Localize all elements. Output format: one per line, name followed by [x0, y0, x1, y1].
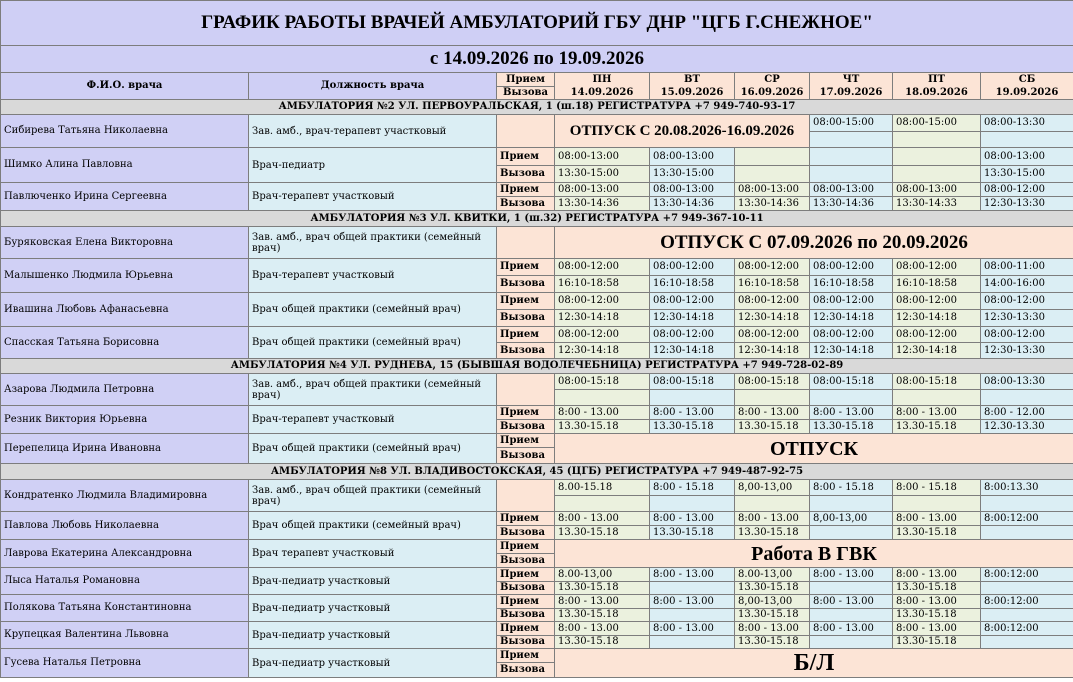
- schedule-cell: [810, 609, 893, 622]
- schedule-cell: 16:10-18:58: [555, 276, 650, 293]
- doctor-position: Врач терапевт участковый: [249, 540, 497, 568]
- status-overlay: Работа В ГВК: [555, 540, 1073, 568]
- schedule-cell: [650, 582, 735, 595]
- schedule-cell: 8:00 - 13.00: [555, 512, 650, 526]
- schedule-cell: 08:00-15:18: [810, 374, 893, 390]
- schedule-cell: 08:00-12:00: [555, 293, 650, 310]
- schedule-cell: 8:00 - 13.00: [650, 622, 735, 636]
- schedule-cell: 8:00 - 13.00: [555, 406, 650, 420]
- schedule-cell: 13.30-15.18: [735, 526, 810, 540]
- header-vyzova: Вызова: [497, 87, 555, 100]
- schedule-cell: 8:00 - 13.00: [555, 595, 650, 609]
- day-date-wed: 16.09.2026: [735, 87, 810, 100]
- schedule-cell: [735, 166, 810, 183]
- schedule-cell: 13.30-15.18: [555, 582, 650, 595]
- schedule-cell: 08:00-15:00: [810, 115, 893, 132]
- priem-label: Прием: [497, 293, 555, 310]
- schedule-cell: [650, 496, 735, 512]
- schedule-cell: 8,00-13,00: [810, 512, 893, 526]
- status-overlay: Б/Л: [555, 649, 1073, 678]
- schedule-cell: 8:00 - 13.00: [650, 512, 735, 526]
- schedule-cell: 12:30-13:30: [981, 343, 1073, 359]
- vyzova-label: Вызова: [497, 343, 555, 359]
- schedule-cell: 16:10-18:58: [650, 276, 735, 293]
- day-name-thu: ЧТ: [810, 73, 893, 87]
- schedule-cell: 13:30-15:00: [981, 166, 1073, 183]
- schedule-cell: [893, 496, 981, 512]
- schedule-cell: 08:00-13:00: [555, 183, 650, 197]
- doctor-name: Крупецкая Валентина Львовна: [1, 622, 249, 649]
- vyzova-label: Вызова: [497, 582, 555, 595]
- schedule-cell: 13.30-15.18: [735, 582, 810, 595]
- header-position: Должность врача: [249, 73, 497, 100]
- doctor-name: Малышенко Людмила Юрьевна: [1, 259, 249, 293]
- schedule-cell: 8:00:13.30: [981, 480, 1073, 496]
- label-empty: [497, 374, 555, 406]
- doctor-position: Зав. амб., врач общей практики (семейный врач): [249, 374, 497, 406]
- schedule-cell: 08:00-13:00: [810, 183, 893, 197]
- schedule-cell: 08:00-12:00: [810, 259, 893, 276]
- schedule-cell: 08:00-12:00: [981, 183, 1073, 197]
- day-date-tue: 15.09.2026: [650, 87, 735, 100]
- table-row: [1, 148, 1073, 166]
- schedule-cell: 8:00 - 13.00: [893, 595, 981, 609]
- schedule-cell: 8:00:12:00: [981, 568, 1073, 582]
- schedule-cell: 8:00 - 13.00: [650, 406, 735, 420]
- doctor-position: Зав. амб., врач общей практики (семейный врач): [249, 480, 497, 512]
- schedule-cell: 13.30-15.18: [893, 420, 981, 434]
- status-overlay: ОТПУСК С 07.09.2026 по 20.09.2026: [555, 227, 1073, 259]
- schedule-cell: 08:00-13:00: [650, 148, 735, 166]
- schedule-cell: 08:00-12:00: [981, 327, 1073, 343]
- table-row: [1, 293, 1073, 310]
- doctor-name: Буряковская Елена Викторовна: [1, 227, 249, 259]
- vyzova-label: Вызова: [497, 420, 555, 434]
- day-name-sat: СБ: [981, 73, 1073, 87]
- schedule-cell: 8,00-13,00: [735, 595, 810, 609]
- schedule-cell: 8:00:12:00: [981, 622, 1073, 636]
- priem-label: Прием: [497, 512, 555, 526]
- schedule-cell: 8:00 - 13.00: [810, 406, 893, 420]
- doctor-name: Лаврова Екатерина Александровна: [1, 540, 249, 568]
- schedule-cell: 8:00 - 13.00: [893, 622, 981, 636]
- schedule-cell: 08:00-11:00: [981, 259, 1073, 276]
- schedule-cell: 08:00-12:00: [555, 259, 650, 276]
- schedule-cell: 13:30-15:00: [650, 166, 735, 183]
- schedule-cell: 12:30-14:18: [810, 310, 893, 327]
- schedule-cell: 8.00-15.18: [555, 480, 650, 496]
- priem-label: Прием: [497, 595, 555, 609]
- schedule-cell: [555, 496, 650, 512]
- schedule-cell: 8:00 - 15.18: [893, 480, 981, 496]
- schedule-cell: [981, 582, 1073, 595]
- schedule-cell: 8:00 - 13.00: [650, 595, 735, 609]
- doctor-name: Павлова Любовь Николаевна: [1, 512, 249, 540]
- section-title: АМБУЛАТОРИЯ №2 УЛ. ПЕРВОУРАЛЬСКАЯ, 1 (ш.18) РЕГИСТРАТУРА +7 949-740-93-17: [1, 100, 1073, 115]
- schedule-cell: 12:30-14:18: [893, 343, 981, 359]
- vyzova-label: Вызова: [497, 310, 555, 327]
- table-row: [1, 259, 1073, 276]
- schedule-cell: 13.30-15.18: [810, 420, 893, 434]
- day-name-wed: СР: [735, 73, 810, 87]
- doctor-position: Врач-терапевт участковый: [249, 183, 497, 211]
- schedule-cell: [981, 526, 1073, 540]
- schedule-cell: 13.30-15.18: [650, 526, 735, 540]
- priem-label: Прием: [497, 434, 555, 448]
- doctor-position: Врач-педиатр: [249, 148, 497, 183]
- schedule-cell: 13:30-15:00: [555, 166, 650, 183]
- schedule-cell: 8:00 - 13.00: [735, 406, 810, 420]
- schedule-cell: 8:00 - 13.00: [810, 595, 893, 609]
- vyzova-label: Вызова: [497, 526, 555, 540]
- schedule-cell: 08:00-13:00: [555, 148, 650, 166]
- day-name-fri: ПТ: [893, 73, 981, 87]
- vyzova-label: Вызова: [497, 663, 555, 678]
- schedule-cell: 13:30-14:36: [735, 197, 810, 211]
- schedule-cell: 13.30-15.18: [893, 526, 981, 540]
- schedule-cell: [893, 166, 981, 183]
- schedule-cell: 16:10-18:58: [735, 276, 810, 293]
- schedule-cell: 08:00-15:00: [893, 115, 981, 132]
- doctor-position: Врач-педиатр участковый: [249, 595, 497, 622]
- schedule-cell: 13:30-14:36: [555, 197, 650, 211]
- schedule-cell: 08:00-12:00: [650, 327, 735, 343]
- schedule-cell: 8:00 - 13.00: [893, 406, 981, 420]
- schedule-cell: 8:00 - 15.18: [810, 480, 893, 496]
- schedule-cell: [981, 496, 1073, 512]
- priem-label: Прием: [497, 148, 555, 166]
- day-name-mon: ПН: [555, 73, 650, 87]
- schedule-cell: 13.30-15.18: [650, 420, 735, 434]
- schedule-cell: 8:00:12:00: [981, 512, 1073, 526]
- day-date-thu: 17.09.2026: [810, 87, 893, 100]
- doctor-name: Шимко Алина Павловна: [1, 148, 249, 183]
- schedule-cell: [981, 390, 1073, 406]
- section-title: АМБУЛАТОРИЯ №3 УЛ. КВИТКИ, 1 (ш.32) РЕГИСТРАТУРА +7 949-367-10-11: [1, 211, 1073, 227]
- schedule-cell: 13:30-14:36: [650, 197, 735, 211]
- status-overlay: ОТПУСК С 20.08.2026-16.09.2026: [555, 115, 810, 148]
- schedule-cell: 13.30-15.18: [735, 609, 810, 622]
- schedule-cell: 13.30-15.18: [735, 636, 810, 649]
- table-row: [1, 622, 1073, 636]
- day-date-sat: 19.09.2026: [981, 87, 1073, 100]
- schedule-cell: [650, 609, 735, 622]
- schedule-cell: 13.30-15.18: [555, 420, 650, 434]
- doctor-position: Врач общей практики (семейный врач): [249, 327, 497, 359]
- schedule-cell: 08:00-12:00: [810, 293, 893, 310]
- table-row: [1, 406, 1073, 420]
- priem-label: Прием: [497, 540, 555, 554]
- schedule-cell: [810, 132, 893, 148]
- schedule-cell: [981, 132, 1073, 148]
- schedule-cell: 8:00 - 13.00: [893, 512, 981, 526]
- doctor-name: Кондратенко Людмила Владимировна: [1, 480, 249, 512]
- schedule-cell: 08:00-12:00: [735, 293, 810, 310]
- doctor-name: Гусева Наталья Петровна: [1, 649, 249, 678]
- schedule-cell: 12:30-14:18: [810, 343, 893, 359]
- header-priem: Прием: [497, 73, 555, 87]
- schedule-cell: [810, 526, 893, 540]
- schedule-cell: 12:30-14:18: [735, 310, 810, 327]
- schedule-cell: 8:00 - 13.00: [893, 568, 981, 582]
- schedule-cell: 08:00-13:00: [893, 183, 981, 197]
- schedule-cell: 08:00-12:00: [810, 327, 893, 343]
- label-empty: [497, 480, 555, 512]
- header-name: Ф.И.О. врача: [1, 73, 249, 100]
- doctor-name: Резник Виктория Юрьевна: [1, 406, 249, 434]
- schedule-cell: 08:00-12:00: [893, 293, 981, 310]
- doctor-name: Перепелица Ирина Ивановна: [1, 434, 249, 464]
- table-row: [1, 595, 1073, 609]
- doctor-position: Зав. амб., врач-терапевт участковый: [249, 115, 497, 148]
- day-date-mon: 14.09.2026: [555, 87, 650, 100]
- priem-label: Прием: [497, 259, 555, 276]
- doctor-name: Полякова Татьяна Константиновна: [1, 595, 249, 622]
- priem-label: Прием: [497, 568, 555, 582]
- doctor-position: Врач-педиатр участковый: [249, 622, 497, 649]
- schedule-cell: 08:00-13:30: [981, 115, 1073, 132]
- schedule-cell: 8:00:12:00: [981, 595, 1073, 609]
- table-row: [1, 374, 1073, 390]
- schedule-cell: 13.30-15.18: [893, 582, 981, 595]
- schedule-cell: 16:10-18:58: [893, 276, 981, 293]
- priem-label: Прием: [497, 622, 555, 636]
- doctor-name: Спасская Татьяна Борисовна: [1, 327, 249, 359]
- section-title: АМБУЛАТОРИЯ №8 УЛ. ВЛАДИВОСТОКСКАЯ, 45 (ЦГБ) РЕГИСТРАТУРА +7 949-487-92-75: [1, 464, 1073, 480]
- table-row: [1, 327, 1073, 343]
- table-row: [1, 649, 1073, 663]
- table-row: [1, 540, 1073, 554]
- schedule-cell: 12.30-13.30: [981, 420, 1073, 434]
- day-name-tue: ВТ: [650, 73, 735, 87]
- vyzova-label: Вызова: [497, 554, 555, 568]
- schedule-cell: 12:30-14:18: [555, 310, 650, 327]
- schedule-cell: [981, 609, 1073, 622]
- schedule-cell: 8:00 - 13.00: [810, 622, 893, 636]
- schedule-cell: 8.00-13,00: [555, 568, 650, 582]
- schedule-cell: 08:00-13:00: [981, 148, 1073, 166]
- schedule-cell: 13:30-14:33: [893, 197, 981, 211]
- schedule-cell: 08:00-12:00: [650, 259, 735, 276]
- schedule-cell: 12:30-14:18: [555, 343, 650, 359]
- schedule-cell: 12:30-13:30: [981, 310, 1073, 327]
- doctor-position: Врач общей практики (семейный врач): [249, 512, 497, 540]
- schedule-cell: 8:00 - 15.18: [650, 480, 735, 496]
- schedule-cell: 08:00-12:00: [893, 259, 981, 276]
- schedule-cell: 08:00-15:18: [650, 374, 735, 390]
- schedule-cell: 8:00 - 13.00: [555, 622, 650, 636]
- schedule-cell: 8:00 - 13.00: [735, 512, 810, 526]
- day-date-fri: 18.09.2026: [893, 87, 981, 100]
- label-empty: [497, 115, 555, 148]
- schedule-cell: 08:00-15:18: [735, 374, 810, 390]
- table-row: [1, 568, 1073, 582]
- schedule-cell: 08:00-13:00: [735, 183, 810, 197]
- label-empty: [497, 227, 555, 259]
- doctor-name: Павлюченко Ирина Сергеевна: [1, 183, 249, 211]
- schedule-cell: 8:00 - 12.00: [981, 406, 1073, 420]
- vyzova-label: Вызова: [497, 276, 555, 293]
- schedule-cell: 13.30-15.18: [735, 420, 810, 434]
- vyzova-label: Вызова: [497, 197, 555, 211]
- schedule-cell: 8:00 - 13.00: [810, 568, 893, 582]
- priem-label: Прием: [497, 183, 555, 197]
- schedule-cell: [735, 496, 810, 512]
- schedule-cell: 08:00-12:00: [735, 327, 810, 343]
- doctor-name: Лыса Наталья Романовна: [1, 568, 249, 595]
- table-row: [1, 183, 1073, 197]
- doctor-position: Врач-терапевт участковый: [249, 259, 497, 293]
- schedule-cell: 12:30-14:18: [893, 310, 981, 327]
- schedule-cell: 13.30-15.18: [893, 609, 981, 622]
- schedule-cell: 14:00-16:00: [981, 276, 1073, 293]
- schedule-cell: 13.30-15.18: [555, 609, 650, 622]
- schedule-cell: 13:30-14:36: [810, 197, 893, 211]
- schedule-cell: 8:00 - 13.00: [735, 622, 810, 636]
- vyzova-label: Вызова: [497, 448, 555, 464]
- schedule-cell: 08:00-15:18: [555, 374, 650, 390]
- table-row: [1, 512, 1073, 526]
- schedule-cell: 08:00-13:30: [981, 374, 1073, 390]
- page-title: ГРАФИК РАБОТЫ ВРАЧЕЙ АМБУЛАТОРИЙ ГБУ ДНР "ЦГБ Г.СНЕЖНОЕ": [1, 1, 1073, 46]
- schedule-cell: 8.00-13,00: [735, 568, 810, 582]
- doctor-position: Зав. амб., врач общей практики (семейный врач): [249, 227, 497, 259]
- schedule-cell: [810, 390, 893, 406]
- schedule-cell: 08:00-12:00: [650, 293, 735, 310]
- priem-label: Прием: [497, 327, 555, 343]
- doctor-position: Врач общей практики (семейный врач): [249, 293, 497, 327]
- schedule-cell: [810, 148, 893, 166]
- table-row: [1, 115, 1073, 132]
- schedule-cell: [981, 636, 1073, 649]
- schedule-cell: [810, 166, 893, 183]
- schedule-cell: 08:00-13:00: [650, 183, 735, 197]
- schedule-cell: 08:00-15:18: [893, 374, 981, 390]
- schedule-cell: [893, 148, 981, 166]
- schedule-cell: 13.30-15.18: [893, 636, 981, 649]
- schedule-cell: 13.30-15.18: [555, 636, 650, 649]
- doctor-name: Азарова Людмила Петровна: [1, 374, 249, 406]
- schedule-cell: [555, 390, 650, 406]
- period-range: с 14.09.2026 по 19.09.2026: [1, 46, 1073, 73]
- schedule-cell: 08:00-12:00: [555, 327, 650, 343]
- doctor-position: Врач-педиатр участковый: [249, 649, 497, 678]
- schedule-cell: 12:30-14:18: [650, 343, 735, 359]
- doctor-position: Врач-педиатр участковый: [249, 568, 497, 595]
- schedule-cell: 12:30-14:18: [735, 343, 810, 359]
- schedule-cell: 08:00-12:00: [981, 293, 1073, 310]
- schedule-cell: 08:00-12:00: [893, 327, 981, 343]
- doctor-position: Врач общей практики (семейный врач): [249, 434, 497, 464]
- priem-label: Прием: [497, 406, 555, 420]
- schedule-cell: [893, 132, 981, 148]
- schedule-cell: [650, 636, 735, 649]
- table-row: [1, 480, 1073, 496]
- schedule-cell: 12:30-14:18: [650, 310, 735, 327]
- table-row: [1, 434, 1073, 448]
- schedule-cell: 08:00-12:00: [735, 259, 810, 276]
- doctor-name: Сибирева Татьяна Николаевна: [1, 115, 249, 148]
- section-title: АМБУЛАТОРИЯ №4 УЛ. РУДНЕВА, 15 (БЫВШАЯ ВОДОЛЕЧЕБНИЦА) РЕГИСТРАТУРА +7 949-728-02-89: [1, 359, 1073, 374]
- schedule-cell: [810, 496, 893, 512]
- doctor-position: Врач-терапевт участковый: [249, 406, 497, 434]
- schedule-cell: [893, 390, 981, 406]
- schedule-cell: 12:30-13:30: [981, 197, 1073, 211]
- priem-label: Прием: [497, 649, 555, 663]
- vyzova-label: Вызова: [497, 609, 555, 622]
- table-row: [1, 227, 1073, 243]
- schedule-cell: [810, 636, 893, 649]
- schedule-cell: [810, 582, 893, 595]
- schedule-cell: [735, 148, 810, 166]
- schedule-cell: [650, 390, 735, 406]
- doctor-name: Ивашина Любовь Афанасьевна: [1, 293, 249, 327]
- vyzova-label: Вызова: [497, 636, 555, 649]
- vyzova-label: Вызова: [497, 166, 555, 183]
- schedule-cell: 8:00 - 13.00: [650, 568, 735, 582]
- schedule-cell: 8,00-13,00: [735, 480, 810, 496]
- status-overlay: ОТПУСК: [555, 434, 1073, 464]
- schedule-cell: 13.30-15.18: [555, 526, 650, 540]
- schedule-cell: [735, 390, 810, 406]
- schedule-cell: 16:10-18:58: [810, 276, 893, 293]
